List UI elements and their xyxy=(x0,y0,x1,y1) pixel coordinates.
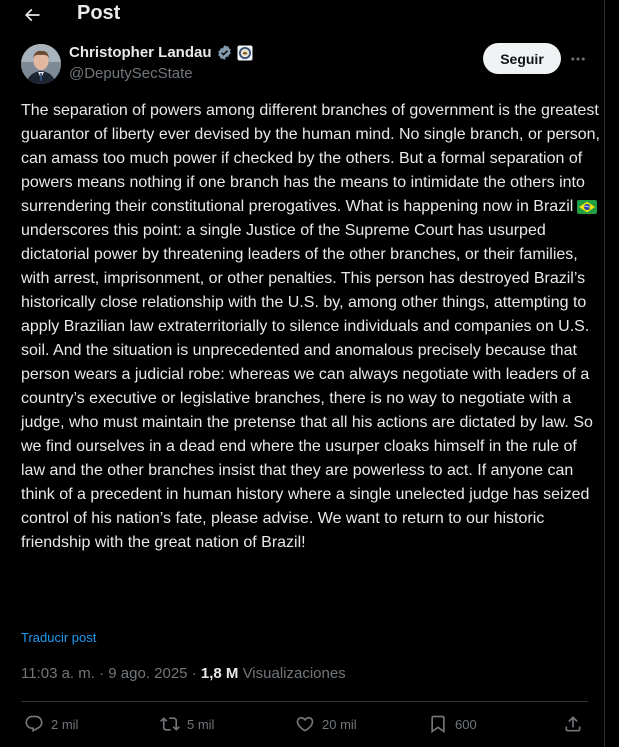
post-text-part-1: The separation of powers among different branches of government is the greatest guarantor of liberty ever devised by the human mind. No single branch, or person, can amass too much power if checked by the others. But a formal separation of powers means nothing if one branch has the means to intimidate the others into surrendering their constitutional prerogatives. What is happening now in Brazil xyxy=(21,102,600,215)
translate-post-link[interactable]: Traducir post xyxy=(21,630,97,645)
repost-button[interactable] xyxy=(160,714,214,734)
meta-separator: · xyxy=(191,665,197,682)
author-handle[interactable]: @DeputySecState xyxy=(69,65,193,82)
more-dots-icon xyxy=(569,50,587,68)
page-title: Post xyxy=(77,2,121,24)
post-meta xyxy=(21,665,346,682)
brazil-flag-icon xyxy=(577,200,597,214)
author-name-row xyxy=(69,44,253,61)
bookmark-button[interactable] xyxy=(428,714,477,734)
like-button[interactable] xyxy=(295,714,357,734)
reply-count: 2 mil xyxy=(51,716,79,732)
avatar[interactable] xyxy=(21,44,61,84)
verified-badge-icon xyxy=(216,44,233,61)
avatar-image xyxy=(21,44,61,84)
reply-button[interactable] xyxy=(24,714,78,734)
repost-count: 5 mil xyxy=(187,716,215,732)
heart-icon xyxy=(295,714,315,734)
author-name[interactable]: Christopher Landau xyxy=(69,44,212,61)
arrow-left-icon xyxy=(22,5,42,25)
reply-icon xyxy=(24,714,44,734)
share-icon xyxy=(563,714,583,734)
bookmark-icon xyxy=(428,714,448,734)
meta-separator: · xyxy=(99,665,105,682)
views-count: 1,8 M xyxy=(200,665,239,682)
post-date[interactable]: 9 ago. 2025 xyxy=(108,665,188,682)
views-label: Visualizaciones xyxy=(242,665,346,682)
actions-divider xyxy=(21,701,588,702)
share-button[interactable] xyxy=(563,714,583,734)
back-button[interactable] xyxy=(20,4,44,26)
post-header xyxy=(0,0,604,30)
like-count: 20 mil xyxy=(322,716,357,732)
more-options-button[interactable] xyxy=(568,49,588,69)
post-time[interactable]: 11:03 a. m. xyxy=(21,665,95,682)
post-text-part-2: underscores this point: a single Justice of the Supreme Court has usurped dictatorial power by threatening leaders of the other branches, or their families, with arrest, imprisonment, or other penalties. This person has destroyed Brazil’s historically close relationship with the U.S. by, among other things, attempting to apply Brazilian law extraterritorially to silence individuals and companies on U.S. soil. And the situation is unprecedented and anomalous precisely because that person wears a judicial robe: whereas we can always negotiate with leaders of a country’s executive or legislative branches, there is no way to negotiate with a judge, who must maintain the pretense that all his actions are dictated by law. So we find ourselves in a dead end where the usurper cloaks himself in the rule of law and the other branches insist that they are powerless to act. If anyone can think of a precedent in human history where a single unelected judge has seized control of his nation’s fate, please advise. We want to return to our historic friendship with the great nation of Brazil! xyxy=(21,222,593,551)
government-seal-icon xyxy=(237,45,253,61)
post-text xyxy=(21,99,601,555)
follow-button[interactable]: Seguir xyxy=(483,43,561,74)
repost-icon xyxy=(160,714,180,734)
column-border xyxy=(604,0,605,747)
bookmark-count: 600 xyxy=(455,716,477,732)
